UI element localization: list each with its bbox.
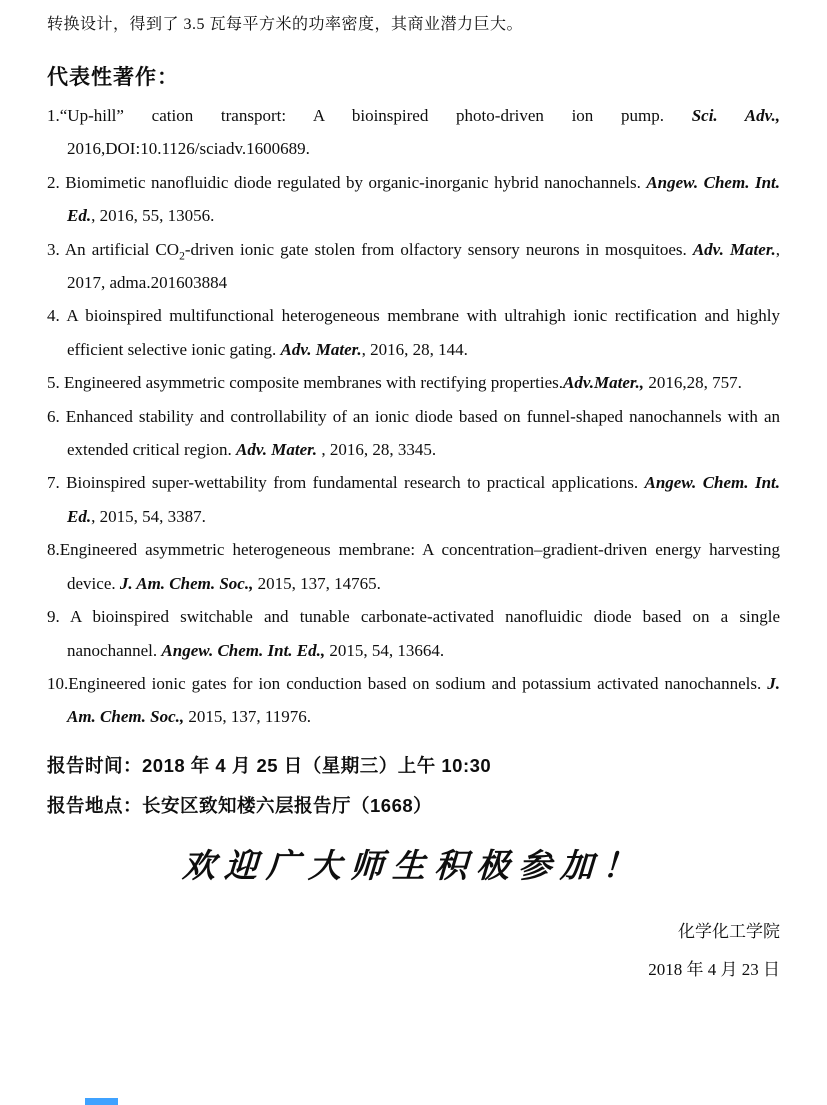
publication-text: 7. Bioinspired super-wettability from fundamental research to practical applications.: [47, 473, 645, 493]
publication-text: -driven ionic gate stolen from olfactory sensory neurons in mosquitoes.: [184, 239, 693, 259]
intro-paragraph: 转换设计，得到了 3.5 瓦每平方米的功率密度，其商业潜力巨大。: [47, 16, 524, 33]
publication-item: [47, 600, 780, 667]
publication-text: 2. Biomimetic nanofluidic diode regulated by organic-inorganic hybrid nanochannels.: [47, 172, 647, 192]
publication-text: , 2016, 28, 144.: [361, 339, 468, 359]
publication-text: 2016,28, 757.: [644, 373, 742, 393]
journal-name: J. Am. Chem. Soc.,: [67, 673, 780, 727]
publication-text: 8.Engineered asymmetric heterogeneous membrane: A concentration–gradient-driven energy harvesting device.: [47, 540, 780, 593]
publication-text: , 2016, 55, 13056.: [91, 206, 215, 226]
publication-item: [47, 99, 780, 166]
report-time-line: 报告时间：2018 年 4 月 25 日（星期三）上午 10:30: [47, 754, 492, 776]
welcome-calligraphy-line: 欢迎广大师生积极参加！: [181, 848, 646, 885]
report-location-line: 报告地点：长安区致知楼六层报告厅（1668）: [47, 794, 433, 816]
publication-text: 3. An artificial CO: [47, 239, 180, 259]
publication-text: 9. A bioinspired switchable and tunable carbonate-activated nanofluidic diode based on a single nanochannel.: [47, 607, 780, 660]
publication-text: 2015, 137, 14765.: [253, 573, 381, 593]
publication-text: , 2017, adma.201603884: [67, 239, 780, 293]
signature-date: 2018 年 4 月 23 日: [648, 959, 780, 979]
publication-item: [47, 400, 780, 467]
publication-text: 1.“Up-hill” cation transport: A bioinspired photo-driven ion pump.: [47, 106, 692, 125]
publication-text: , 2015, 54, 3387.: [91, 506, 206, 526]
publication-text: 2016,DOI:10.1126/sciadv.1600689.: [67, 139, 310, 159]
publication-text: 5. Engineered asymmetric composite membranes with rectifying properties.: [47, 373, 563, 393]
journal-name: J. Am. Chem. Soc.,: [119, 573, 254, 593]
publication-text: 2015, 54, 13664.: [325, 640, 445, 660]
journal-name: Sci. Adv.,: [691, 106, 780, 125]
publication-text: 10.Engineered ionic gates for ion conduction based on sodium and potassium activated nanochannels.: [47, 673, 768, 693]
journal-name: Adv. Mater.: [235, 440, 318, 460]
publication-text: 4. A bioinspired multifunctional heterogeneous membrane with ultrahigh ionic rectification and highly efficient selective ionic gating.: [47, 306, 780, 359]
publication-item: [47, 667, 780, 734]
publication-item: [47, 299, 780, 366]
footer-accent-bar: [85, 1098, 118, 1105]
publication-text: 2015, 137, 11976.: [184, 707, 311, 727]
publication-list: [47, 99, 780, 734]
journal-name: Angew. Chem. Int. Ed.: [67, 473, 780, 526]
journal-name: Adv. Mater.: [692, 239, 776, 259]
publication-text: 6. Enhanced stability and controllability of an ionic diode based on funnel-shaped nanochannels with an extended critical region.: [47, 406, 780, 460]
journal-name: Adv. Mater.: [280, 339, 362, 359]
publication-item: [47, 366, 780, 399]
publication-item: [47, 166, 780, 233]
publication-item: [47, 233, 780, 300]
signature-block: [47, 913, 780, 989]
signature-organization: 化学化工学院: [678, 921, 780, 941]
publication-item: [47, 466, 780, 533]
journal-name: Adv.Mater.,: [562, 373, 645, 393]
journal-name: Angew. Chem. Int. Ed.,: [161, 640, 326, 660]
subscript-text: 2: [179, 249, 185, 263]
report-info-block: [47, 752, 780, 818]
publication-text: , 2016, 28, 3345.: [317, 440, 437, 460]
journal-name: Angew. Chem. Int. Ed.: [67, 172, 780, 226]
publication-item: [47, 533, 780, 600]
section-heading-representative-works: 代表性著作：: [47, 66, 179, 89]
